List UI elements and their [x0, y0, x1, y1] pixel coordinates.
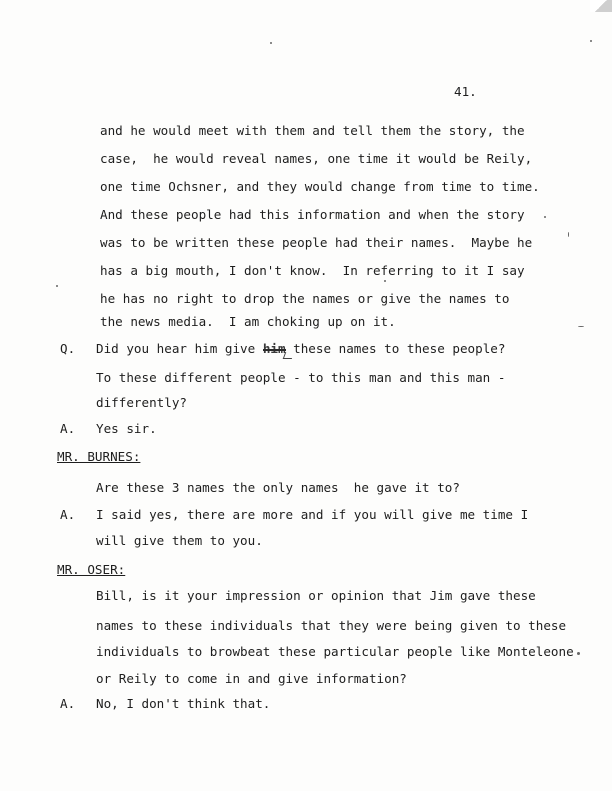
- speaker-heading: MR. OSER:: [57, 562, 126, 577]
- speaker-line: or Reily to come in and give information?: [96, 671, 407, 686]
- scan-speck: [590, 40, 592, 42]
- paragraph-line: and he would meet with them and tell them the story, the: [100, 123, 525, 138]
- answer-text: I said yes, there are more and if you will give me time I: [96, 507, 529, 522]
- question-text-after: these names to these people?: [285, 341, 506, 356]
- scan-speck: [270, 42, 272, 44]
- speaker-line: names to these individuals that they were being given to these: [96, 618, 567, 633]
- scan-speck: [577, 652, 580, 655]
- scan-speck: [544, 216, 546, 218]
- scan-speck: [568, 232, 569, 237]
- paragraph-line: he has no right to drop the names or give the names to: [100, 291, 510, 306]
- speaker-heading: MR. BURNES:: [57, 449, 141, 464]
- paragraph-line: was to be written these people had their names. Maybe he: [100, 235, 533, 250]
- paragraph-line: case, he would reveal names, one time it would be Reily,: [100, 151, 533, 166]
- paragraph-line: the news media. I am choking up on it.: [100, 314, 396, 329]
- answer-text: No, I don't think that.: [96, 696, 271, 711]
- paragraph-line: And these people had this information and when the story: [100, 207, 525, 222]
- paragraph-line: has a big mouth, I don't know. In referring to it I say: [100, 263, 525, 278]
- page-corner-fold: [590, 0, 612, 12]
- scan-speck: [56, 285, 58, 287]
- question-text-before: Did you hear him give: [96, 341, 263, 356]
- answer-label: A.: [60, 507, 76, 522]
- paragraph-line: one time Ochsner, and they would change from time to time.: [100, 179, 540, 194]
- speaker-line: individuals to browbeat these particular people like Monteleone: [96, 644, 574, 659]
- insertion-caret-mark: [283, 352, 295, 359]
- question-line: [96, 342, 505, 356]
- answer-label: A.: [60, 421, 76, 436]
- answer-text: Yes sir.: [96, 421, 157, 436]
- answer-label: A.: [60, 696, 76, 711]
- speaker-line: Bill, is it your impression or opinion that Jim gave these: [96, 588, 536, 603]
- question-line: To these different people - to this man and this man -: [96, 370, 506, 385]
- struck-word: him: [262, 341, 286, 356]
- question-line: differently?: [96, 395, 187, 410]
- answer-text: will give them to you.: [96, 533, 263, 548]
- scan-speck: [578, 326, 584, 327]
- speaker-line: Are these 3 names the only names he gave it to?: [96, 480, 460, 495]
- question-label: Q.: [60, 341, 76, 356]
- page-number: 41.: [454, 84, 477, 99]
- scan-speck: [384, 280, 386, 282]
